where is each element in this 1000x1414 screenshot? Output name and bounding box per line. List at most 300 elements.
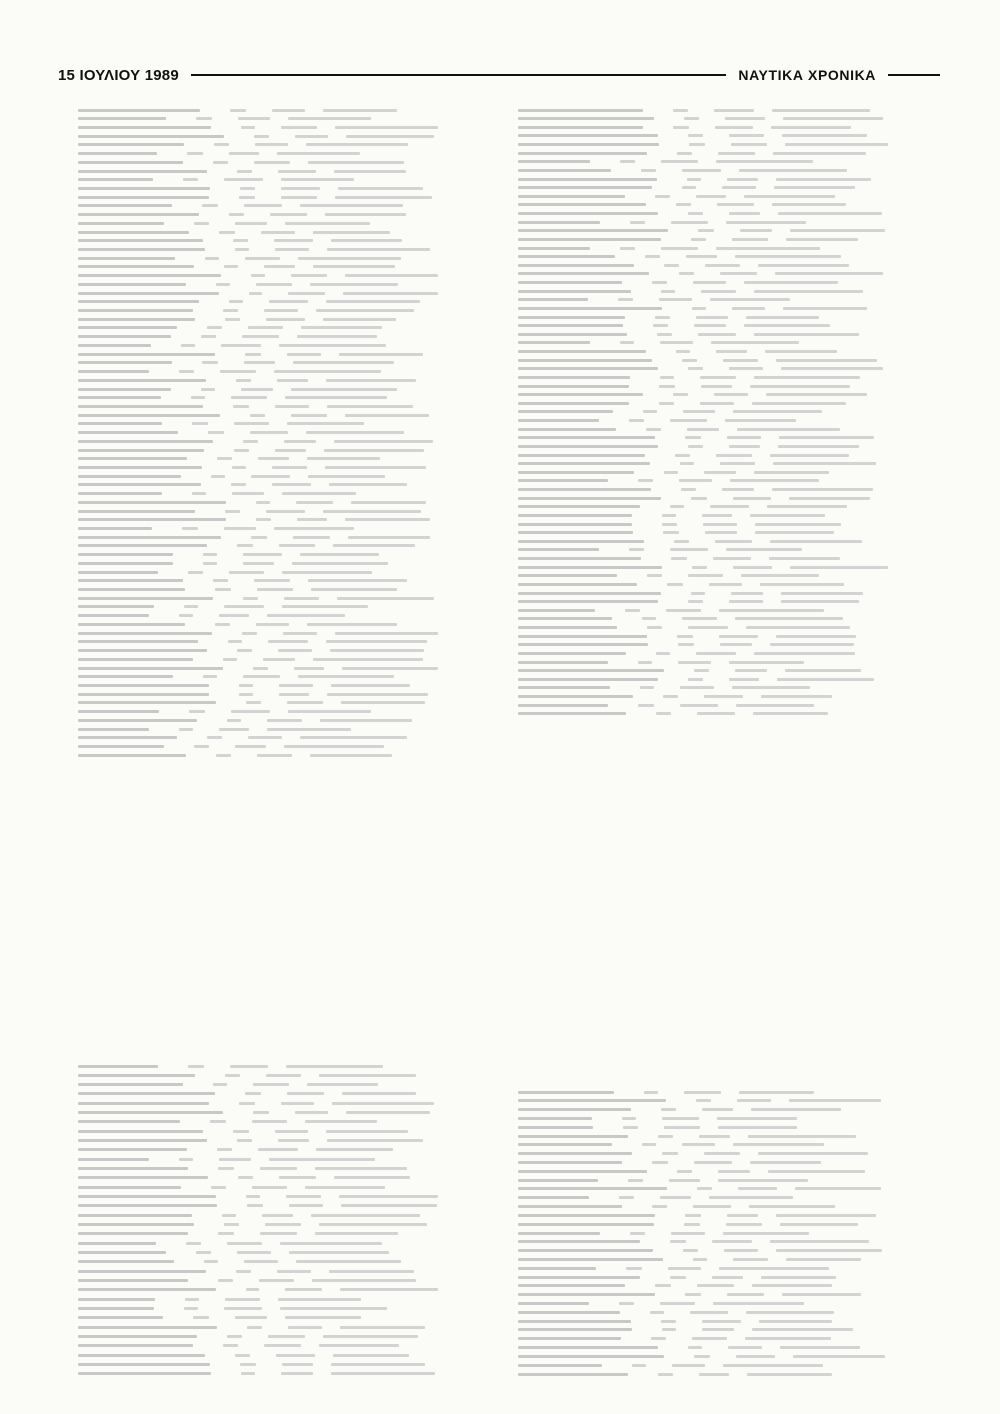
placeholder-line [518,229,668,232]
placeholder-line [78,457,187,460]
placeholder-line [331,684,410,687]
placeholder-line [78,152,157,155]
placeholder-line [688,367,703,370]
placeholder-line [281,1102,314,1105]
placeholder-line [518,1205,622,1208]
placeholder-row [78,1279,438,1283]
placeholder-line [671,1232,705,1235]
placeholder-line [650,1311,664,1314]
placeholder-line [339,353,423,356]
placeholder-line [78,475,181,478]
placeholder-row [518,1116,888,1120]
placeholder-line [182,527,198,530]
placeholder-line [247,1204,263,1207]
placeholder-line [279,684,313,687]
placeholder-line [283,632,317,635]
placeholder-line [518,609,595,612]
placeholder-line [789,497,870,500]
placeholder-line [268,640,308,643]
placeholder-line [218,1167,234,1170]
placeholder-line [78,204,172,207]
placeholder-line [78,126,211,129]
placeholder-line [693,1258,707,1261]
placeholder-line [78,1186,181,1189]
placeholder-line [260,1167,297,1170]
placeholder-line [647,626,662,629]
placeholder-line [342,667,438,670]
placeholder-line [688,574,723,577]
placeholder-line [232,492,264,495]
placeholder-line [780,1223,858,1226]
placeholder-line [518,704,608,707]
placeholder-line [326,1130,408,1133]
placeholder-line [694,1355,710,1358]
placeholder-line [712,1276,743,1279]
placeholder-row [518,1222,888,1226]
placeholder-line [78,1139,207,1142]
placeholder-line [760,583,844,586]
placeholder-line [269,1158,375,1161]
placeholder-line [224,527,256,530]
placeholder-row [518,712,888,716]
placeholder-line [622,1117,636,1120]
placeholder-row [518,168,888,172]
placeholder-row [518,143,888,147]
placeholder-line [208,431,224,434]
placeholder-line [619,1302,634,1305]
placeholder-line [518,324,623,327]
placeholder-line [727,1293,764,1296]
placeholder-line [233,239,248,242]
placeholder-line [711,341,799,344]
placeholder-line [287,353,321,356]
placeholder-line [518,298,588,301]
placeholder-line [272,109,305,112]
placeholder-line [78,1083,183,1086]
placeholder-line [729,445,760,448]
placeholder-row [78,108,438,112]
placeholder-line [78,353,215,356]
placeholder-line [245,1092,261,1095]
placeholder-line [732,238,768,241]
placeholder-line [619,1196,634,1199]
placeholder-line [324,449,424,452]
placeholder-row [518,419,888,423]
placeholder-line [778,212,882,215]
placeholder-line [285,222,370,225]
placeholder-line [744,281,838,284]
placeholder-line [736,1355,775,1358]
placeholder-row [518,1363,888,1367]
placeholder-line [772,488,873,491]
placeholder-line [78,658,193,661]
placeholder-line [723,1364,823,1367]
placeholder-line [231,710,270,713]
placeholder-row [518,1302,888,1306]
placeholder-line [207,736,222,739]
placeholder-line [78,318,195,321]
placeholder-line [308,161,404,164]
placeholder-line [738,1187,777,1190]
placeholder-line [518,617,612,620]
placeholder-line [266,510,305,513]
placeholder-line [678,643,694,646]
placeholder-line [786,238,858,241]
placeholder-row [518,401,888,405]
placeholder-line [78,1167,188,1170]
placeholder-line [229,152,259,155]
placeholder-line [331,239,402,242]
placeholder-line [781,600,859,603]
placeholder-line [664,1126,700,1129]
placeholder-line [518,1364,602,1367]
placeholder-line [258,457,289,460]
placeholder-line [286,1065,383,1068]
placeholder-line [277,379,308,382]
placeholder-line [692,566,707,569]
placeholder-line [719,609,824,612]
placeholder-line [211,1186,226,1189]
placeholder-line [78,1111,223,1114]
placeholder-line [660,1302,695,1305]
placeholder-line [248,736,282,739]
placeholder-row [78,335,438,339]
placeholder-line [697,1284,734,1287]
placeholder-line [78,309,193,312]
placeholder-line [751,1108,841,1111]
placeholder-line [341,1204,437,1207]
placeholder-row [518,410,888,414]
placeholder-row [518,1143,888,1147]
placeholder-row [78,221,438,225]
placeholder-line [334,1176,410,1179]
placeholder-line [698,333,736,336]
placeholder-row [78,439,438,443]
placeholder-line [667,583,683,586]
placeholder-row [518,427,888,431]
placeholder-line [688,600,703,603]
placeholder-row [518,384,888,388]
placeholder-line [256,283,292,286]
placeholder-line [330,649,424,652]
placeholder-line [297,335,377,338]
placeholder-line [620,247,635,250]
placeholder-line [670,1276,686,1279]
placeholder-row [518,1090,888,1094]
placeholder-line [287,422,364,425]
placeholder-line [785,669,861,672]
placeholder-row [518,1354,888,1358]
placeholder-line [78,1120,180,1123]
placeholder-line [758,264,849,267]
placeholder-line [755,523,841,526]
placeholder-row [78,605,438,609]
placeholder-line [78,170,207,173]
placeholder-line [316,309,414,312]
placeholder-row [518,255,888,259]
placeholder-line [518,1276,640,1279]
placeholder-line [518,643,648,646]
placeholder-line [334,170,406,173]
placeholder-line [78,632,212,635]
placeholder-row [518,324,888,328]
placeholder-line [518,514,632,517]
placeholder-line [719,635,758,638]
placeholder-line [518,1293,655,1296]
placeholder-line [657,333,672,336]
placeholder-line [307,623,397,626]
placeholder-line [288,292,325,295]
placeholder-line [733,566,772,569]
placeholder-row [78,1232,438,1236]
placeholder-line [718,1126,797,1129]
placeholder-row [78,1363,438,1367]
placeholder-row [78,1204,438,1208]
placeholder-row [518,203,888,207]
placeholder-line [78,274,221,277]
placeholder-line [737,428,840,431]
placeholder-line [201,388,215,391]
placeholder-row [518,548,888,552]
placeholder-line [676,203,691,206]
placeholder-line [243,562,274,565]
placeholder-line [694,324,726,327]
placeholder-line [338,187,423,190]
placeholder-line [282,571,372,574]
placeholder-line [345,274,438,277]
placeholder-line [685,436,701,439]
placeholder-line [687,428,719,431]
placeholder-line [669,1179,700,1182]
placeholder-line [284,745,384,748]
placeholder-line [193,1316,209,1319]
placeholder-line [222,1214,236,1217]
placeholder-line [727,178,758,181]
placeholder-line [203,675,217,678]
placeholder-line [311,588,397,591]
placeholder-line [78,544,207,547]
placeholder-row [518,695,888,699]
placeholder-row [518,539,888,543]
placeholder-line [296,501,333,504]
placeholder-line [211,475,225,478]
placeholder-line [78,728,149,731]
placeholder-line [672,1364,705,1367]
placeholder-line [307,457,380,460]
placeholder-line [219,1158,251,1161]
placeholder-line [78,1372,211,1375]
placeholder-line [196,117,212,120]
placeholder-row [78,378,438,382]
placeholder-line [776,635,856,638]
placeholder-line [518,195,625,198]
placeholder-line [673,393,688,396]
placeholder-line [620,341,634,344]
placeholder-line [78,449,204,452]
placeholder-row [518,1187,888,1191]
placeholder-line [217,1148,232,1151]
placeholder-line [683,410,715,413]
placeholder-line [691,592,705,595]
placeholder-line [78,597,213,600]
placeholder-line [192,422,208,425]
placeholder-line [210,1120,226,1123]
header-rule-left [191,74,726,76]
placeholder-line [78,553,173,556]
placeholder-line [677,1170,692,1173]
placeholder-line [219,728,249,731]
placeholder-line [642,617,656,620]
placeholder-row [78,683,438,687]
placeholder-line [78,1158,149,1161]
placeholder-line [78,135,224,138]
placeholder-line [216,754,231,757]
placeholder-line [776,359,877,362]
placeholder-line [518,152,647,155]
placeholder-line [755,531,834,534]
placeholder-line [518,1170,647,1173]
placeholder-line [662,1328,676,1331]
placeholder-line [278,1139,309,1142]
placeholder-row [78,1120,438,1124]
placeholder-row [78,465,438,469]
header-rule-right [888,74,940,76]
placeholder-line [227,719,241,722]
placeholder-line [733,1258,768,1261]
placeholder-line [235,745,266,748]
placeholder-line [518,695,633,698]
placeholder-line [279,344,386,347]
placeholder-line [718,1170,750,1173]
placeholder-line [78,693,209,696]
placeholder-line [207,326,222,329]
placeholder-line [345,518,430,521]
placeholder-line [335,196,432,199]
placeholder-line [78,536,221,539]
placeholder-line [325,466,426,469]
placeholder-line [620,160,635,163]
placeholder-line [78,1195,216,1198]
placeholder-line [773,462,876,465]
placeholder-line [693,1205,731,1208]
placeholder-line [78,143,184,146]
placeholder-line [188,571,203,574]
placeholder-line [300,736,407,739]
placeholder-line [745,1337,831,1340]
placeholder-line [224,1307,262,1310]
placeholder-line [759,1320,832,1323]
placeholder-line [78,422,162,425]
placeholder-line [236,379,251,382]
placeholder-line [518,661,608,664]
placeholder-row [518,1099,888,1103]
placeholder-line [231,396,267,399]
placeholder-line [670,505,684,508]
placeholder-line [282,605,368,608]
placeholder-row [518,177,888,181]
placeholder-line [272,466,307,469]
placeholder-line [747,1373,832,1376]
placeholder-line [78,1176,208,1179]
placeholder-line [294,667,324,670]
placeholder-line [777,678,874,681]
placeholder-row [78,736,438,740]
placeholder-line [78,1148,187,1151]
placeholder-line [224,1223,239,1226]
placeholder-row [518,703,888,707]
placeholder-row [78,1223,438,1227]
placeholder-line [185,1298,199,1301]
publication-title: ΝΑΥΤΙΚΑ ΧΡΟΝΙΚΑ [738,67,876,83]
placeholder-line [323,109,397,112]
placeholder-row [518,1240,888,1244]
placeholder-line [518,548,599,551]
placeholder-line [729,600,763,603]
placeholder-line [629,548,644,551]
placeholder-line [250,431,288,434]
placeholder-line [722,186,756,189]
placeholder-line [245,353,261,356]
placeholder-row [518,1372,888,1376]
placeholder-row [78,186,438,190]
placeholder-row [78,483,438,487]
placeholder-line [246,1288,260,1291]
placeholder-line [239,1102,255,1105]
placeholder-line [237,1139,252,1142]
placeholder-row [78,1092,438,1096]
placeholder-row [518,1178,888,1182]
placeholder-row [518,669,888,673]
placeholder-line [346,1111,430,1114]
placeholder-row [518,1346,888,1350]
placeholder-row [518,1108,888,1112]
placeholder-row [518,444,888,448]
placeholder-line [518,160,590,163]
placeholder-row [518,298,888,302]
placeholder-line [746,316,819,319]
placeholder-row [78,1260,438,1264]
placeholder-line [179,370,194,373]
placeholder-line [704,1152,740,1155]
placeholder-line [225,318,240,321]
placeholder-line [740,229,772,232]
placeholder-line [279,1176,316,1179]
placeholder-row [518,341,888,345]
placeholder-line [78,248,205,251]
placeholder-row [518,600,888,604]
placeholder-line [726,548,802,551]
placeholder-row [78,309,438,313]
placeholder-line [781,592,863,595]
placeholder-line [246,1195,261,1198]
placeholder-line [727,1214,758,1217]
placeholder-line [688,626,728,629]
placeholder-line [230,1065,268,1068]
placeholder-row [518,246,888,250]
placeholder-line [319,1223,427,1226]
placeholder-line [518,1311,620,1314]
placeholder-line [518,359,652,362]
placeholder-line [630,1232,645,1235]
placeholder-line [221,344,261,347]
placeholder-line [733,497,771,500]
placeholder-row [518,591,888,595]
placeholder-line [770,540,862,543]
placeholder-line [518,1320,631,1323]
placeholder-row [78,701,438,705]
placeholder-line [733,410,822,413]
placeholder-line [518,574,617,577]
